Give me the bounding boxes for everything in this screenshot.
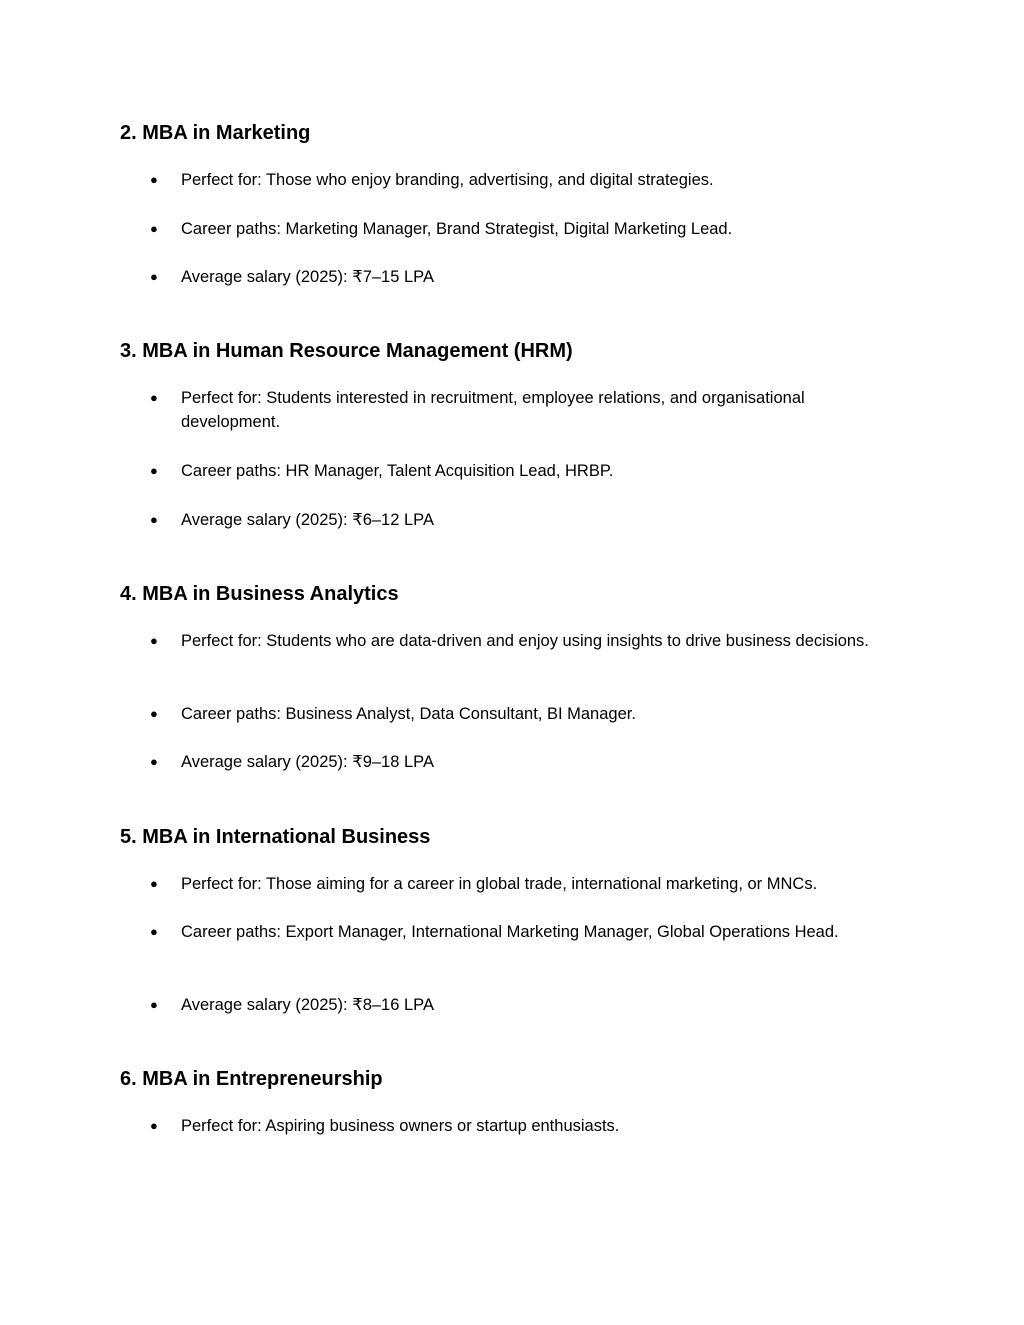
list-item: [150, 1114, 890, 1138]
section-heading-entrepreneurship: 6. MBA in Entrepreneurship: [120, 1068, 383, 1090]
bullet-icon: ●: [150, 924, 158, 939]
list-item-text: Average salary (2025): ₹8–16 LPA: [181, 996, 434, 1014]
list-item: [150, 629, 890, 653]
bullet-icon: ●: [150, 997, 158, 1012]
list-item-text: Average salary (2025): ₹6–12 LPA: [181, 511, 434, 529]
section-heading-hrm: 3. MBA in Human Resource Management (HRM): [120, 340, 573, 362]
bullet-icon: ●: [150, 269, 158, 284]
list-item: [150, 265, 890, 289]
list-item-text: Career paths: HR Manager, Talent Acquisition Lead, HRBP.: [181, 462, 614, 480]
bullet-icon: ●: [150, 706, 158, 721]
bullet-icon: ●: [150, 390, 158, 405]
list-item: [150, 459, 890, 483]
list-item-text: Average salary (2025): ₹9–18 LPA: [181, 753, 434, 771]
list-item-text: Perfect for: Those who enjoy branding, advertising, and digital strategies.: [181, 171, 714, 189]
section-heading-business-analytics: 4. MBA in Business Analytics: [120, 583, 399, 605]
bullet-icon: ●: [150, 633, 158, 648]
bullet-icon: ●: [150, 221, 158, 236]
list-item: [150, 920, 890, 944]
list-item: [150, 872, 890, 896]
bullet-icon: ●: [150, 463, 158, 478]
list-item: [150, 993, 890, 1017]
list-item-text: Average salary (2025): ₹7–15 LPA: [181, 268, 434, 286]
list-item: [150, 386, 890, 434]
list-item: [150, 217, 890, 241]
bullet-icon: ●: [150, 876, 158, 891]
list-item-text: Career paths: Export Manager, International Marketing Manager, Global Operations Head.: [181, 923, 839, 941]
bullet-icon: ●: [150, 1118, 158, 1133]
bullet-icon: ●: [150, 754, 158, 769]
bullet-icon: ●: [150, 512, 158, 527]
list-item: [150, 508, 890, 532]
list-item-text: Perfect for: Students interested in recruitment, employee relations, and organisational development.: [181, 389, 805, 431]
list-item: [150, 168, 890, 192]
list-item-text: Perfect for: Those aiming for a career in global trade, international marketing, or MNCs.: [181, 875, 818, 893]
bullet-icon: ●: [150, 172, 158, 187]
section-heading-marketing: 2. MBA in Marketing: [120, 122, 311, 144]
section-heading-international-business: 5. MBA in International Business: [120, 826, 431, 848]
list-item-text: Career paths: Marketing Manager, Brand Strategist, Digital Marketing Lead.: [181, 220, 733, 238]
list-item-text: Career paths: Business Analyst, Data Consultant, BI Manager.: [181, 705, 636, 723]
list-item: [150, 750, 890, 774]
list-item-text: Perfect for: Students who are data-driven and enjoy using insights to drive business decisions.: [181, 632, 869, 650]
list-item-text: Perfect for: Aspiring business owners or startup enthusiasts.: [181, 1117, 620, 1135]
list-item: [150, 702, 890, 726]
